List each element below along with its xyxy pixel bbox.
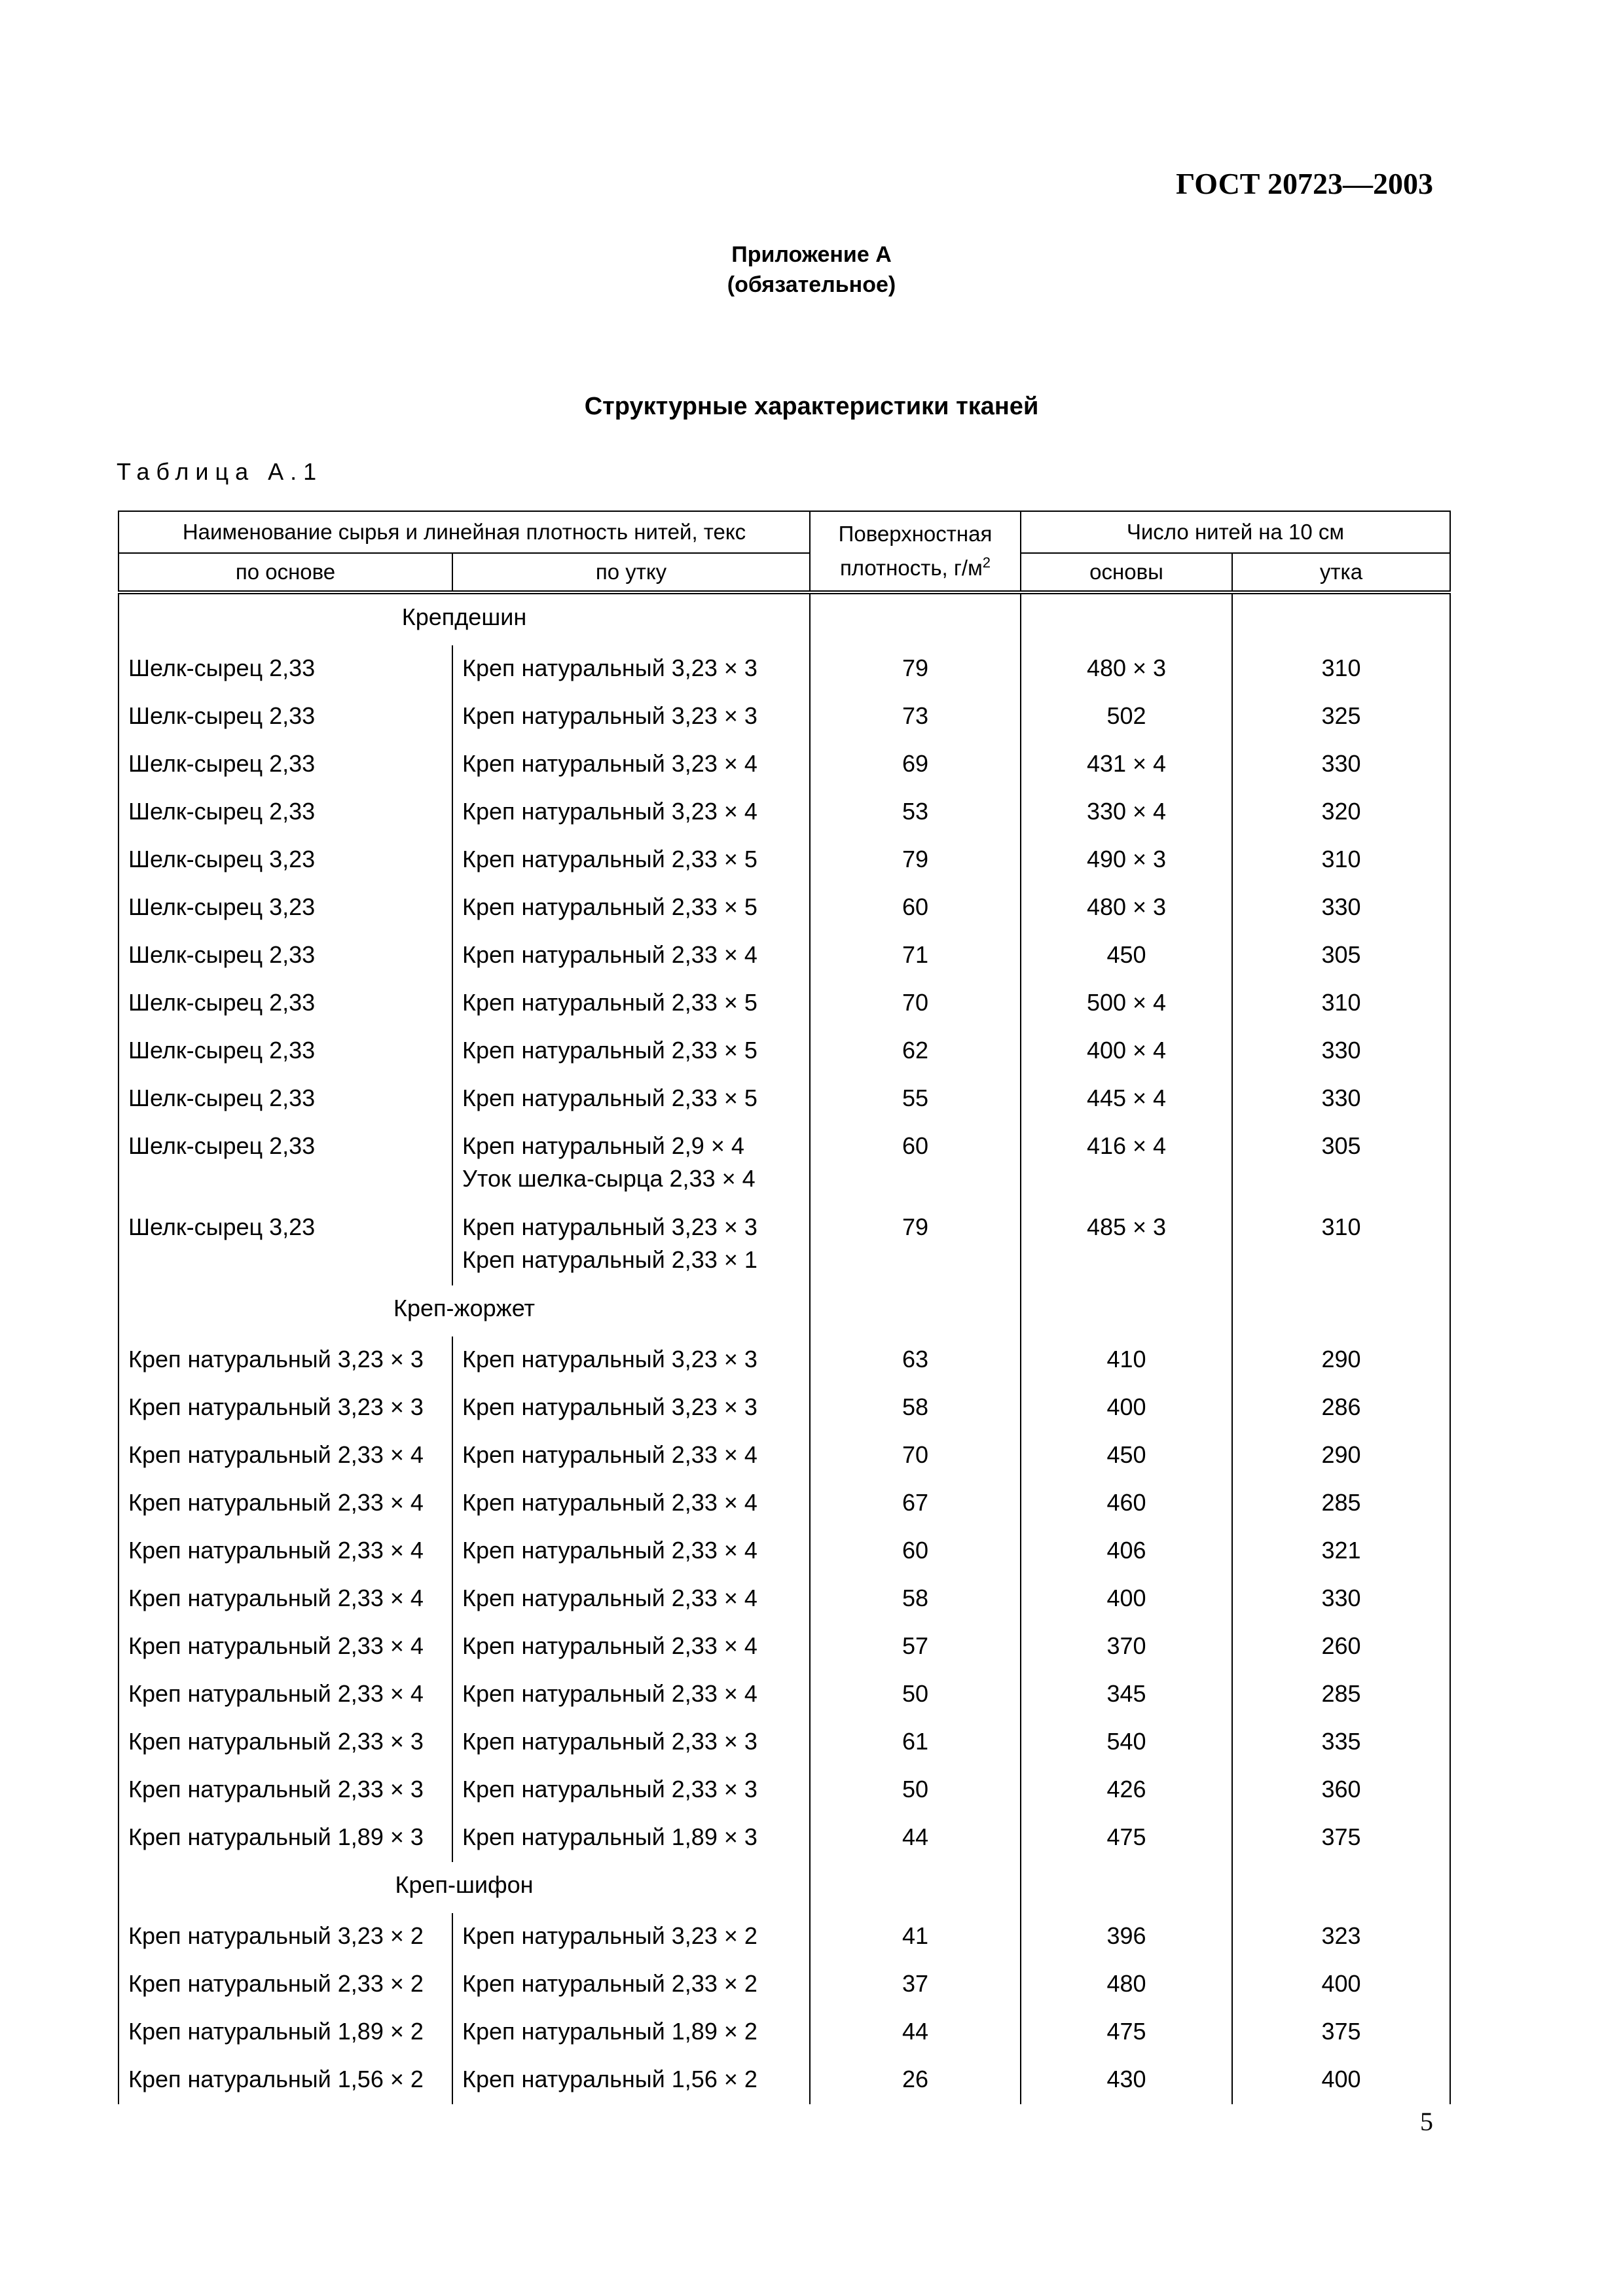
surface-density-cell: 79: [810, 1204, 1021, 1285]
weft-line: Креп натуральный 2,33 × 5: [462, 846, 757, 872]
weft-line: Креп натуральный 3,23 × 3: [462, 702, 757, 729]
weft-cell: [452, 1528, 810, 1575]
weft-cell: [452, 2056, 810, 2104]
weft-cell: [452, 932, 810, 980]
warp-count-cell: 416 × 4: [1021, 1123, 1232, 1204]
weft-count-cell: 325: [1232, 693, 1450, 741]
weft-line: Креп натуральный 2,33 × 5: [462, 989, 757, 1016]
weft-line: Креп натуральный 2,33 × 4: [462, 1585, 757, 1611]
weft-cell: [452, 1913, 810, 1961]
weft-line: Креп натуральный 2,33 × 2: [462, 1970, 757, 1997]
table-row: [119, 1575, 1450, 1623]
weft-cell: [452, 1767, 810, 1814]
warp-cell: Креп натуральный 2,33 × 4: [119, 1671, 452, 1719]
weft-cell: [452, 836, 810, 884]
warp-count-cell: 502: [1021, 693, 1232, 741]
weft-cell: [452, 1123, 810, 1204]
warp-cell: Шелк-сырец 2,33: [119, 932, 452, 980]
table-row: [119, 693, 1450, 741]
section-empty-cell: [1021, 592, 1232, 645]
warp-cell: Креп натуральный 2,33 × 3: [119, 1767, 452, 1814]
weft-count-cell: 323: [1232, 1913, 1450, 1961]
section-name: Креп-шифон: [119, 1862, 810, 1913]
table-row: [119, 1480, 1450, 1528]
appendix-heading: [0, 240, 1623, 300]
weft-cell: [452, 1671, 810, 1719]
weft-count-cell: 310: [1232, 980, 1450, 1028]
weft-line: Креп натуральный 2,33 × 4: [462, 1489, 757, 1516]
warp-cell: Шелк-сырец 2,33: [119, 645, 452, 693]
weft-count-cell: 285: [1232, 1480, 1450, 1528]
surface-density-cell: 79: [810, 645, 1021, 693]
surface-density-cell: 63: [810, 1336, 1021, 1384]
surface-density-cell: 71: [810, 932, 1021, 980]
document-code: ГОСТ 20723—2003: [1176, 167, 1433, 200]
weft-line: Креп натуральный 2,33 × 5: [462, 893, 757, 920]
table-heading: Структурные характеристики тканей: [584, 393, 1039, 420]
header-warp-count: основы: [1021, 553, 1232, 592]
weft-count-cell: 375: [1232, 2009, 1450, 2056]
warp-cell: Креп натуральный 2,33 × 4: [119, 1623, 452, 1671]
warp-cell: Шелк-сырец 3,23: [119, 884, 452, 932]
weft-cell: [452, 1814, 810, 1862]
weft-count-cell: 310: [1232, 645, 1450, 693]
warp-cell: Креп натуральный 3,23 × 2: [119, 1913, 452, 1961]
warp-count-cell: 450: [1021, 932, 1232, 980]
table-row: [119, 2009, 1450, 2056]
weft-count-cell: 310: [1232, 1204, 1450, 1285]
warp-count-cell: 500 × 4: [1021, 980, 1232, 1028]
weft-cell: [452, 645, 810, 693]
warp-count-cell: 460: [1021, 1480, 1232, 1528]
warp-count-cell: 430: [1021, 2056, 1232, 2104]
weft-cell: [452, 1028, 810, 1075]
warp-count-cell: 345: [1021, 1671, 1232, 1719]
warp-count-cell: 445 × 4: [1021, 1075, 1232, 1123]
weft-line: Креп натуральный 2,33 × 3: [462, 1728, 757, 1755]
weft-line: Креп натуральный 3,23 × 3: [462, 1346, 757, 1372]
section-empty-cell: [1021, 1862, 1232, 1913]
weft-line: Креп натуральный 3,23 × 3: [462, 655, 757, 681]
header-warp: по основе: [119, 553, 452, 592]
warp-count-cell: 450: [1021, 1432, 1232, 1480]
weft-count-cell: 320: [1232, 789, 1450, 836]
weft-count-cell: 360: [1232, 1767, 1450, 1814]
warp-count-cell: 431 × 4: [1021, 741, 1232, 789]
surface-density-cell: 60: [810, 884, 1021, 932]
warp-count-cell: 426: [1021, 1767, 1232, 1814]
weft-cell: [452, 789, 810, 836]
surface-density-cell: 70: [810, 980, 1021, 1028]
warp-count-cell: 480 × 3: [1021, 645, 1232, 693]
table-row: [119, 1719, 1450, 1767]
weft-cell: [452, 1075, 810, 1123]
table-row: [119, 1075, 1450, 1123]
weft-count-cell: 330: [1232, 1075, 1450, 1123]
surface-density-cell: 53: [810, 789, 1021, 836]
weft-count-cell: 285: [1232, 1671, 1450, 1719]
warp-cell: Креп натуральный 2,33 × 3: [119, 1719, 452, 1767]
warp-cell: Шелк-сырец 3,23: [119, 836, 452, 884]
surface-density-cell: 67: [810, 1480, 1021, 1528]
warp-cell: Шелк-сырец 2,33: [119, 1075, 452, 1123]
weft-cell: [452, 1623, 810, 1671]
weft-count-cell: 375: [1232, 1814, 1450, 1862]
warp-count-cell: 370: [1021, 1623, 1232, 1671]
weft-count-cell: 305: [1232, 932, 1450, 980]
weft-line: Креп натуральный 1,56 × 2: [462, 2066, 757, 2092]
appendix-title: Приложение А: [731, 242, 892, 267]
table-row: [119, 932, 1450, 980]
surface-density-cell: 58: [810, 1384, 1021, 1432]
weft-count-cell: 335: [1232, 1719, 1450, 1767]
weft-line: Уток шелка-сырца 2,33 × 4: [462, 1165, 756, 1192]
warp-count-cell: 400 × 4: [1021, 1028, 1232, 1075]
section-empty-cell: [1232, 592, 1450, 645]
weft-line: Креп натуральный 2,33 × 5: [462, 1085, 757, 1111]
warp-count-cell: 485 × 3: [1021, 1204, 1232, 1285]
surface-density-cell: 73: [810, 693, 1021, 741]
surface-density-cell: 37: [810, 1961, 1021, 2009]
weft-line: Креп натуральный 3,23 × 3: [462, 1213, 757, 1240]
warp-cell: Креп натуральный 1,56 × 2: [119, 2056, 452, 2104]
weft-line: Креп натуральный 2,9 × 4: [462, 1132, 744, 1159]
section-empty-cell: [1232, 1862, 1450, 1913]
section-row: [119, 1862, 1450, 1913]
warp-count-cell: 330 × 4: [1021, 789, 1232, 836]
header-surface-density-label: Поверхностная плотность, г/м: [838, 522, 993, 580]
weft-count-cell: 400: [1232, 1961, 1450, 2009]
weft-cell: [452, 884, 810, 932]
surface-density-cell: 70: [810, 1432, 1021, 1480]
header-surface-density: [810, 511, 1021, 592]
weft-line: Креп натуральный 3,23 × 4: [462, 798, 757, 825]
weft-count-cell: 310: [1232, 836, 1450, 884]
weft-line: Креп натуральный 2,33 × 4: [462, 1441, 757, 1468]
weft-cell: [452, 1575, 810, 1623]
table-row: [119, 1623, 1450, 1671]
weft-count-cell: 286: [1232, 1384, 1450, 1432]
warp-cell: Шелк-сырец 2,33: [119, 693, 452, 741]
table-row: [119, 1336, 1450, 1384]
surface-density-cell: 58: [810, 1575, 1021, 1623]
table-row: [119, 1671, 1450, 1719]
table-row: [119, 1767, 1450, 1814]
weft-line: Креп натуральный 1,89 × 2: [462, 2018, 757, 2045]
table-row: [119, 1528, 1450, 1575]
surface-density-cell: 79: [810, 836, 1021, 884]
weft-count-cell: 400: [1232, 2056, 1450, 2104]
warp-count-cell: 406: [1021, 1528, 1232, 1575]
surface-density-cell: 41: [810, 1913, 1021, 1961]
weft-cell: [452, 693, 810, 741]
section-empty-cell: [810, 1285, 1021, 1336]
table-body: [119, 592, 1450, 2104]
fabric-structure-table: [118, 511, 1451, 2104]
weft-cell: [452, 1384, 810, 1432]
table-row: [119, 980, 1450, 1028]
weft-cell: [452, 1719, 810, 1767]
weft-line: Креп натуральный 2,33 × 5: [462, 1037, 757, 1064]
section-name: Крепдешин: [119, 592, 810, 645]
weft-line: Креп натуральный 2,33 × 4: [462, 1680, 757, 1707]
table-row: [119, 1814, 1450, 1862]
surface-density-cell: 60: [810, 1528, 1021, 1575]
section-empty-cell: [1021, 1285, 1232, 1336]
warp-cell: Креп натуральный 2,33 × 4: [119, 1575, 452, 1623]
section-row: [119, 592, 1450, 645]
weft-cell: [452, 1432, 810, 1480]
header-surface-density-sup: 2: [982, 554, 991, 571]
warp-cell: Шелк-сырец 2,33: [119, 741, 452, 789]
weft-line: Креп натуральный 3,23 × 3: [462, 1393, 757, 1420]
header-thread-count: Число нитей на 10 см: [1021, 511, 1450, 553]
weft-cell: [452, 1336, 810, 1384]
table-row: [119, 1028, 1450, 1075]
section-empty-cell: [810, 592, 1021, 645]
surface-density-cell: 69: [810, 741, 1021, 789]
weft-count-cell: 260: [1232, 1623, 1450, 1671]
section-empty-cell: [810, 1862, 1021, 1913]
warp-cell: Креп натуральный 1,89 × 2: [119, 2009, 452, 2056]
table-row: [119, 884, 1450, 932]
table-row: [119, 1432, 1450, 1480]
weft-count-cell: 305: [1232, 1123, 1450, 1204]
warp-cell: Креп натуральный 2,33 × 4: [119, 1480, 452, 1528]
weft-line: Креп натуральный 3,23 × 2: [462, 1922, 757, 1949]
warp-count-cell: 400: [1021, 1384, 1232, 1432]
weft-count-cell: 330: [1232, 884, 1450, 932]
warp-cell: Креп натуральный 3,23 × 3: [119, 1384, 452, 1432]
weft-line: Креп натуральный 2,33 × 4: [462, 1632, 757, 1659]
warp-cell: Креп натуральный 2,33 × 4: [119, 1528, 452, 1575]
weft-count-cell: 330: [1232, 1575, 1450, 1623]
warp-count-cell: 475: [1021, 2009, 1232, 2056]
table-row: [119, 741, 1450, 789]
warp-cell: Креп натуральный 2,33 × 2: [119, 1961, 452, 2009]
weft-count-cell: 290: [1232, 1336, 1450, 1384]
weft-line: Креп натуральный 3,23 × 4: [462, 750, 757, 777]
surface-density-cell: 26: [810, 2056, 1021, 2104]
header-weft: по утку: [452, 553, 810, 592]
warp-count-cell: 396: [1021, 1913, 1232, 1961]
table-header: [119, 511, 1450, 592]
surface-density-cell: 55: [810, 1075, 1021, 1123]
surface-density-cell: 61: [810, 1719, 1021, 1767]
weft-cell: [452, 1961, 810, 2009]
warp-count-cell: 410: [1021, 1336, 1232, 1384]
table-row: [119, 2056, 1450, 2104]
weft-cell: [452, 1480, 810, 1528]
weft-count-cell: 330: [1232, 741, 1450, 789]
table-row: [119, 1961, 1450, 2009]
table-row: [119, 1204, 1450, 1285]
weft-cell: [452, 741, 810, 789]
surface-density-cell: 62: [810, 1028, 1021, 1075]
table-row: [119, 1384, 1450, 1432]
table-row: [119, 1913, 1450, 1961]
weft-line: Креп натуральный 2,33 × 1: [462, 1246, 757, 1273]
warp-count-cell: 400: [1021, 1575, 1232, 1623]
appendix-status: (обязательное): [727, 272, 896, 297]
weft-cell: [452, 1204, 810, 1285]
section-empty-cell: [1232, 1285, 1450, 1336]
weft-line: Креп натуральный 2,33 × 4: [462, 941, 757, 968]
table-row: [119, 836, 1450, 884]
table-row: [119, 789, 1450, 836]
warp-cell: Креп натуральный 1,89 × 3: [119, 1814, 452, 1862]
section-row: [119, 1285, 1450, 1336]
table-row: [119, 645, 1450, 693]
surface-density-cell: 50: [810, 1671, 1021, 1719]
surface-density-cell: 50: [810, 1767, 1021, 1814]
weft-line: Креп натуральный 2,33 × 4: [462, 1537, 757, 1564]
warp-count-cell: 480: [1021, 1961, 1232, 2009]
weft-count-cell: 330: [1232, 1028, 1450, 1075]
table-label: Таблица А.1: [117, 458, 323, 485]
warp-cell: Шелк-сырец 3,23: [119, 1204, 452, 1285]
warp-count-cell: 480 × 3: [1021, 884, 1232, 932]
table-row: [119, 1123, 1450, 1204]
warp-count-cell: 475: [1021, 1814, 1232, 1862]
warp-count-cell: 490 × 3: [1021, 836, 1232, 884]
weft-line: Креп натуральный 2,33 × 3: [462, 1776, 757, 1803]
surface-density-cell: 44: [810, 2009, 1021, 2056]
surface-density-cell: 57: [810, 1623, 1021, 1671]
section-name: Креп-жоржет: [119, 1285, 810, 1336]
warp-cell: Креп натуральный 2,33 × 4: [119, 1432, 452, 1480]
weft-cell: [452, 980, 810, 1028]
weft-count-cell: 290: [1232, 1432, 1450, 1480]
header-raw-material: Наименование сырья и линейная плотность нитей, текс: [119, 511, 810, 553]
header-weft-count: утка: [1232, 553, 1450, 592]
surface-density-cell: 44: [810, 1814, 1021, 1862]
page-number: 5: [1420, 2107, 1433, 2136]
warp-cell: Креп натуральный 3,23 × 3: [119, 1336, 452, 1384]
warp-cell: Шелк-сырец 2,33: [119, 1028, 452, 1075]
weft-line: Креп натуральный 1,89 × 3: [462, 1823, 757, 1850]
warp-cell: Шелк-сырец 2,33: [119, 789, 452, 836]
surface-density-cell: 60: [810, 1123, 1021, 1204]
warp-cell: Шелк-сырец 2,33: [119, 1123, 452, 1204]
warp-cell: Шелк-сырец 2,33: [119, 980, 452, 1028]
weft-count-cell: 321: [1232, 1528, 1450, 1575]
weft-cell: [452, 2009, 810, 2056]
warp-count-cell: 540: [1021, 1719, 1232, 1767]
